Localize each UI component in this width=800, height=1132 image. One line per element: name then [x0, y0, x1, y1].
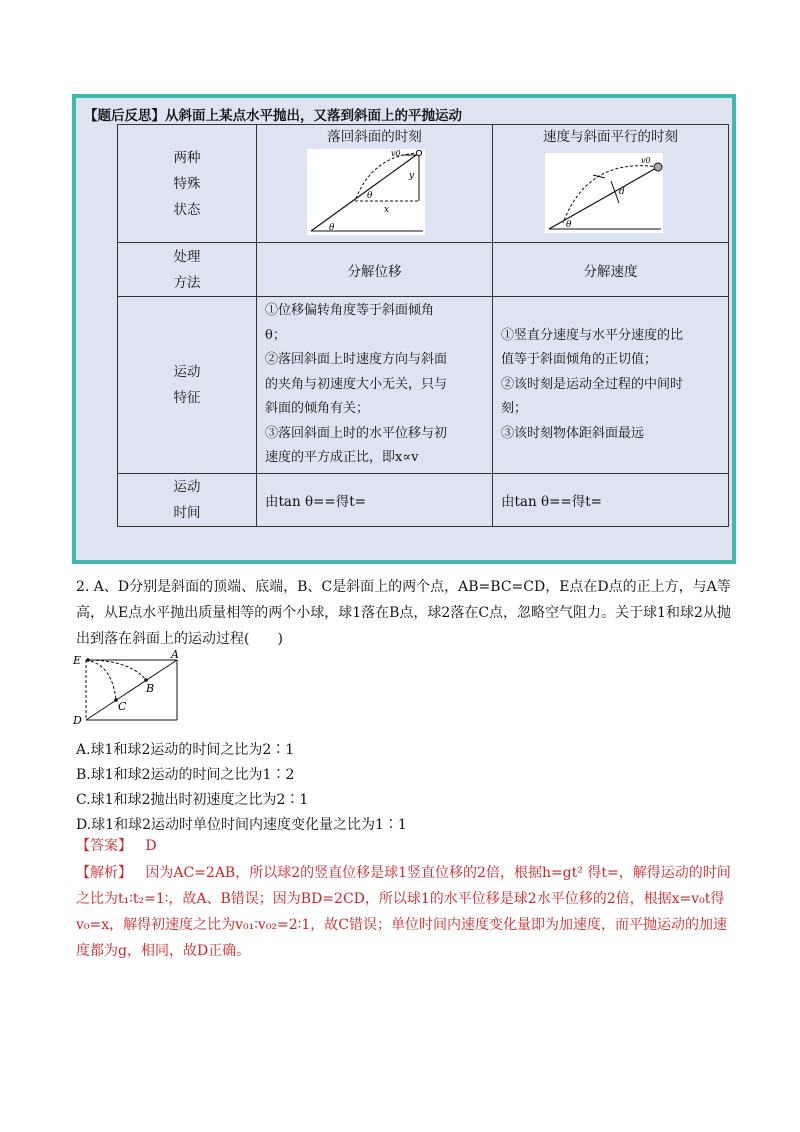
fig1-x: x	[384, 204, 390, 215]
fig1-v0: v0	[391, 148, 401, 158]
row-label-feature: 运动 特征	[118, 297, 257, 474]
row-label-method: 处理 方法	[118, 243, 257, 297]
landing-diagram	[257, 145, 476, 237]
question-text: 2. A、D分别是斜面的顶端、底端，B、C是斜面上的两个点，AB=BC=CD，E点在D点的正上方，与A等高，从E点水平抛出质量相等的两个小球，球1落在B点，球2落在C点，忽略空气阻力。关于球1和球2从抛出到落在斜面上的运动过程( )	[76, 579, 731, 647]
label-B: B	[146, 682, 155, 695]
label-E: E	[73, 654, 82, 667]
feature-parallel: ①竖直分速度与水平分速度的比 值等于斜面倾角的正切值； ②该时刻是运动全过程的中间时 刻； ③该时刻物体距斜面最远	[493, 297, 729, 474]
time-parallel: 由tan θ==得t=	[493, 473, 729, 526]
cell-parallel-state	[493, 125, 729, 243]
col-header-landing: 落回斜面的时刻	[327, 128, 422, 145]
fig2-v0: v0	[641, 155, 651, 165]
method-landing: 分解位移	[257, 243, 493, 297]
box-title: 【题后反思】从斜面上某点水平抛出，又落到斜面上的平抛运动	[84, 108, 462, 124]
explanation-label: 【解析】	[76, 865, 132, 881]
fig1-theta-mid: θ	[367, 190, 373, 201]
option-a: A.球1和球2运动的时间之比为2∶1	[76, 742, 295, 758]
method-parallel: 分解速度	[493, 243, 729, 297]
label-A: A	[171, 648, 179, 661]
answer-label: 【答案】	[76, 838, 132, 854]
option-c: C.球1和球2抛出时初速度之比为2∶1	[76, 792, 309, 808]
option-b: B.球1和球2运动的时间之比为1∶2	[76, 767, 295, 783]
col-header-parallel: 速度与斜面平行的时刻	[543, 128, 678, 145]
parallel-diagram	[493, 145, 712, 237]
explanation-text: 因为AC=2AB，所以球2的竖直位移是球1竖直位移的2倍，根据h=gt² 得t=，解得运动的时间之比为t₁∶t₂=1∶，故A、B错误；因为BD=2CD，所以球1的水平位移是球2水平位移的2倍，根据x=v₀t得v₀=x，解得初速度之比为v₀₁∶v₀₂=2∶1，故C错误；单位时间内速度变化量即为加速度，而平抛运动的加速度都为g，相同，故D正确。	[76, 865, 731, 959]
option-d: D.球1和球2运动时单位时间内速度变化量之比为1∶1	[76, 817, 407, 833]
summary-table	[117, 124, 729, 527]
feature-landing: ①位移偏转角度等于斜面倾角 θ； ②落回斜面上时速度方向与斜面 的夹角与初速度大小无关，只与 斜面的倾角有关； ③落回斜面上时的水平位移与初 速度的平方成正比，即x∝v	[257, 297, 493, 474]
fig1-y: y	[409, 170, 415, 181]
fig1-theta-base: θ	[329, 222, 335, 233]
explanation	[76, 860, 736, 964]
time-landing: 由tan θ==得t=	[257, 473, 493, 526]
row-label-time: 运动 时间	[118, 473, 257, 526]
incline-diagram	[70, 648, 190, 726]
reflection-box	[72, 94, 736, 564]
label-D: D	[73, 714, 82, 726]
label-C: C	[118, 700, 127, 713]
fig2-d: d	[619, 186, 625, 197]
row-label-states: 两种 特殊 状态	[118, 125, 257, 243]
cell-landing-state	[257, 125, 493, 243]
answer-value: D	[145, 838, 157, 854]
fig2-theta: θ	[566, 219, 572, 230]
answer	[76, 835, 157, 855]
